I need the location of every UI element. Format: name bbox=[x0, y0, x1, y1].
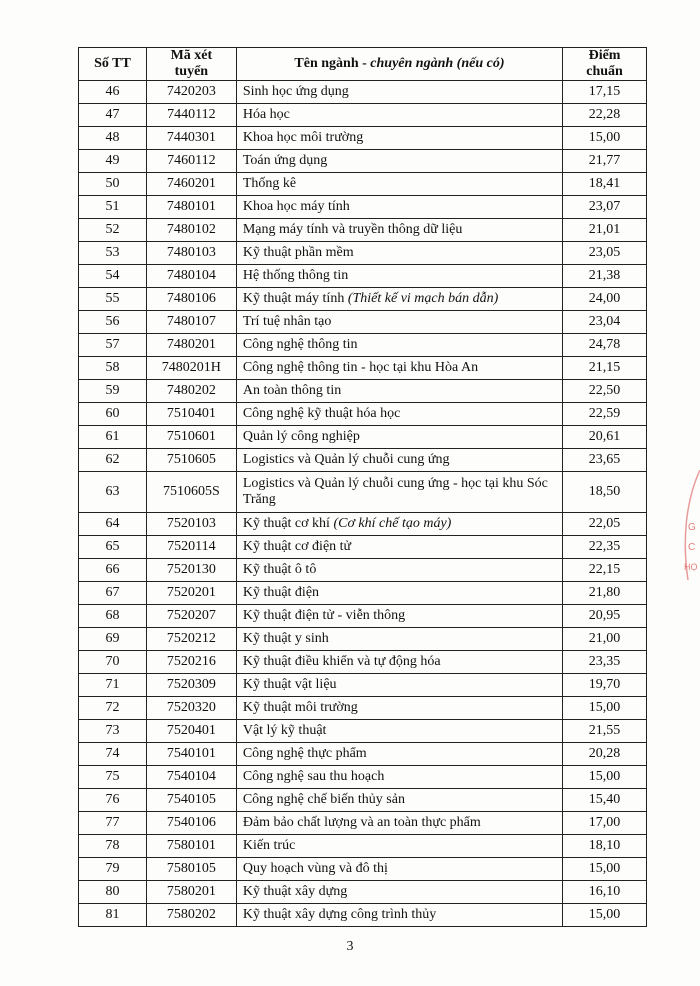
row-major-name bbox=[236, 150, 562, 173]
major-name: Kỹ thuật điều khiển và tự động hóa bbox=[242, 654, 441, 669]
major-name: Hóa học bbox=[242, 107, 290, 122]
row-score: 15,00 bbox=[563, 766, 647, 789]
row-major-name bbox=[236, 835, 562, 858]
row-major-name bbox=[236, 449, 562, 472]
row-stt: 51 bbox=[79, 196, 147, 219]
table-row bbox=[79, 812, 647, 835]
row-stt: 53 bbox=[79, 242, 147, 265]
table-row bbox=[79, 582, 647, 605]
row-score: 24,78 bbox=[563, 334, 647, 357]
major-name: Kỹ thuật y sinh bbox=[242, 631, 329, 646]
row-major-name bbox=[236, 720, 562, 743]
row-stt: 57 bbox=[79, 334, 147, 357]
row-code: 7480103 bbox=[146, 242, 236, 265]
row-major-name bbox=[236, 812, 562, 835]
row-code: 7440112 bbox=[146, 104, 236, 127]
major-name: Logistics và Quản lý chuỗi cung ứng - học tại khu Sóc Trăng bbox=[242, 476, 548, 507]
row-score: 22,59 bbox=[563, 403, 647, 426]
row-score: 21,80 bbox=[563, 582, 647, 605]
header-name-spec: chuyên ngành (nếu có) bbox=[370, 56, 505, 71]
row-code: 7580105 bbox=[146, 858, 236, 881]
major-name: Hệ thống thông tin bbox=[242, 268, 349, 283]
major-name: Quản lý công nghiệp bbox=[242, 429, 360, 444]
table-row bbox=[79, 150, 647, 173]
row-stt: 46 bbox=[79, 81, 147, 104]
major-name: Công nghệ thực phẩm bbox=[242, 746, 367, 761]
row-stt: 77 bbox=[79, 812, 147, 835]
header-name-main: Tên ngành bbox=[294, 56, 359, 71]
row-major-name bbox=[236, 380, 562, 403]
row-score: 19,70 bbox=[563, 674, 647, 697]
row-major-name bbox=[236, 127, 562, 150]
header-code: Mã xét tuyển bbox=[146, 48, 236, 81]
major-name: Kỹ thuật môi trường bbox=[242, 700, 358, 715]
major-name: Quy hoạch vùng và đô thị bbox=[242, 861, 388, 876]
row-score: 22,28 bbox=[563, 104, 647, 127]
row-code: 7540104 bbox=[146, 766, 236, 789]
row-score: 21,55 bbox=[563, 720, 647, 743]
table-row bbox=[79, 403, 647, 426]
row-stt: 78 bbox=[79, 835, 147, 858]
row-code: 7520103 bbox=[146, 513, 236, 536]
row-major-name bbox=[236, 81, 562, 104]
page-number: 3 bbox=[346, 939, 354, 954]
major-name: Đảm bảo chất lượng và an toàn thực phẩm bbox=[242, 815, 481, 830]
table-row bbox=[79, 380, 647, 403]
row-score: 15,40 bbox=[563, 789, 647, 812]
row-code: 7520212 bbox=[146, 628, 236, 651]
row-code: 7440301 bbox=[146, 127, 236, 150]
row-major-name bbox=[236, 789, 562, 812]
table-row bbox=[79, 789, 647, 812]
row-stt: 61 bbox=[79, 426, 147, 449]
table-row bbox=[79, 697, 647, 720]
table-body bbox=[79, 81, 647, 927]
row-major-name bbox=[236, 311, 562, 334]
major-name: Mạng máy tính và truyền thông dữ liệu bbox=[242, 222, 463, 237]
major-name: Vật lý kỹ thuật bbox=[242, 723, 327, 738]
major-name: Công nghệ kỹ thuật hóa học bbox=[242, 406, 401, 421]
row-stt: 48 bbox=[79, 127, 147, 150]
row-code: 7520320 bbox=[146, 697, 236, 720]
table-row bbox=[79, 219, 647, 242]
row-score: 21,38 bbox=[563, 265, 647, 288]
row-stt: 73 bbox=[79, 720, 147, 743]
major-specialization: (Cơ khí chế tạo máy) bbox=[333, 516, 452, 531]
row-stt: 52 bbox=[79, 219, 147, 242]
row-major-name bbox=[236, 513, 562, 536]
row-stt: 60 bbox=[79, 403, 147, 426]
major-name: Thống kê bbox=[242, 176, 297, 191]
row-major-name bbox=[236, 628, 562, 651]
table-row bbox=[79, 513, 647, 536]
table-row bbox=[79, 628, 647, 651]
table-row bbox=[79, 835, 647, 858]
row-major-name bbox=[236, 334, 562, 357]
major-name: Khoa học môi trường bbox=[242, 130, 364, 145]
major-name: Khoa học máy tính bbox=[242, 199, 350, 214]
table-row bbox=[79, 605, 647, 628]
major-name: Kỹ thuật ô tô bbox=[242, 562, 317, 577]
row-code: 7540106 bbox=[146, 812, 236, 835]
row-score: 15,00 bbox=[563, 127, 647, 150]
red-seal-stamp bbox=[680, 470, 700, 610]
header-stt: Số TT bbox=[79, 48, 147, 81]
row-major-name bbox=[236, 472, 562, 513]
table-row bbox=[79, 311, 647, 334]
svg-text:HỌ: HỌ bbox=[684, 562, 698, 572]
table-row bbox=[79, 357, 647, 380]
row-major-name bbox=[236, 559, 562, 582]
table-row bbox=[79, 104, 647, 127]
row-stt: 49 bbox=[79, 150, 147, 173]
table-row bbox=[79, 173, 647, 196]
major-name: Sinh học ứng dụng bbox=[242, 84, 349, 99]
row-stt: 81 bbox=[79, 904, 147, 927]
row-major-name bbox=[236, 674, 562, 697]
major-name: Kỹ thuật cơ điện tử bbox=[242, 539, 352, 554]
row-major-name bbox=[236, 651, 562, 674]
table-row bbox=[79, 651, 647, 674]
row-score: 15,00 bbox=[563, 697, 647, 720]
row-stt: 67 bbox=[79, 582, 147, 605]
major-name: Công nghệ thông tin bbox=[242, 337, 358, 352]
table-row bbox=[79, 334, 647, 357]
table-row bbox=[79, 265, 647, 288]
major-name: Kỹ thuật máy tính bbox=[242, 291, 348, 306]
table-row bbox=[79, 858, 647, 881]
row-score: 20,61 bbox=[563, 426, 647, 449]
row-code: 7520309 bbox=[146, 674, 236, 697]
row-stt: 62 bbox=[79, 449, 147, 472]
row-stt: 55 bbox=[79, 288, 147, 311]
major-name: Kỹ thuật vật liệu bbox=[242, 677, 337, 692]
table-row bbox=[79, 904, 647, 927]
row-stt: 76 bbox=[79, 789, 147, 812]
row-stt: 68 bbox=[79, 605, 147, 628]
major-name: Logistics và Quản lý chuỗi cung ứng bbox=[242, 452, 450, 467]
major-name: Kiến trúc bbox=[242, 838, 296, 853]
row-major-name bbox=[236, 403, 562, 426]
row-code: 7520401 bbox=[146, 720, 236, 743]
row-score: 21,15 bbox=[563, 357, 647, 380]
row-stt: 47 bbox=[79, 104, 147, 127]
major-name: Kỹ thuật điện bbox=[242, 585, 320, 600]
row-major-name bbox=[236, 242, 562, 265]
row-stt: 71 bbox=[79, 674, 147, 697]
row-stt: 74 bbox=[79, 743, 147, 766]
table-row bbox=[79, 559, 647, 582]
row-major-name bbox=[236, 743, 562, 766]
row-score: 15,00 bbox=[563, 858, 647, 881]
row-code: 7480107 bbox=[146, 311, 236, 334]
row-major-name bbox=[236, 766, 562, 789]
row-score: 23,35 bbox=[563, 651, 647, 674]
row-code: 7510601 bbox=[146, 426, 236, 449]
row-score: 18,10 bbox=[563, 835, 647, 858]
row-major-name bbox=[236, 904, 562, 927]
row-stt: 58 bbox=[79, 357, 147, 380]
row-score: 22,05 bbox=[563, 513, 647, 536]
table-row bbox=[79, 288, 647, 311]
row-code: 7510605S bbox=[146, 472, 236, 513]
major-name: Kỹ thuật phần mềm bbox=[242, 245, 354, 260]
table-row bbox=[79, 881, 647, 904]
header-name-sep: - bbox=[358, 56, 371, 71]
table-header-row bbox=[79, 48, 647, 81]
major-name: An toàn thông tin bbox=[242, 383, 342, 398]
row-code: 7540105 bbox=[146, 789, 236, 812]
row-code: 7480101 bbox=[146, 196, 236, 219]
row-code: 7460201 bbox=[146, 173, 236, 196]
row-stt: 65 bbox=[79, 536, 147, 559]
row-major-name bbox=[236, 196, 562, 219]
major-name: Kỹ thuật cơ khí bbox=[242, 516, 334, 531]
row-score: 17,15 bbox=[563, 81, 647, 104]
row-code: 7480106 bbox=[146, 288, 236, 311]
row-score: 23,05 bbox=[563, 242, 647, 265]
row-score: 18,41 bbox=[563, 173, 647, 196]
table-row bbox=[79, 449, 647, 472]
row-code: 7520216 bbox=[146, 651, 236, 674]
table-row bbox=[79, 196, 647, 219]
row-score: 21,01 bbox=[563, 219, 647, 242]
row-score: 17,00 bbox=[563, 812, 647, 835]
row-score: 24,00 bbox=[563, 288, 647, 311]
row-major-name bbox=[236, 173, 562, 196]
row-stt: 70 bbox=[79, 651, 147, 674]
table-row bbox=[79, 766, 647, 789]
row-major-name bbox=[236, 536, 562, 559]
row-stt: 72 bbox=[79, 697, 147, 720]
row-score: 15,00 bbox=[563, 904, 647, 927]
major-name: Công nghệ sau thu hoạch bbox=[242, 769, 385, 784]
row-major-name bbox=[236, 288, 562, 311]
row-code: 7510605 bbox=[146, 449, 236, 472]
row-major-name bbox=[236, 357, 562, 380]
row-stt: 56 bbox=[79, 311, 147, 334]
row-major-name bbox=[236, 104, 562, 127]
row-stt: 59 bbox=[79, 380, 147, 403]
row-score: 22,50 bbox=[563, 380, 647, 403]
row-code: 7460112 bbox=[146, 150, 236, 173]
table-row bbox=[79, 720, 647, 743]
row-stt: 80 bbox=[79, 881, 147, 904]
admission-score-table bbox=[78, 47, 647, 927]
row-code: 7510401 bbox=[146, 403, 236, 426]
major-name: Kỹ thuật điện tử - viễn thông bbox=[242, 608, 406, 623]
row-stt: 66 bbox=[79, 559, 147, 582]
svg-text:G: G bbox=[688, 522, 696, 533]
row-stt: 50 bbox=[79, 173, 147, 196]
row-major-name bbox=[236, 605, 562, 628]
row-stt: 64 bbox=[79, 513, 147, 536]
row-major-name bbox=[236, 219, 562, 242]
row-score: 22,35 bbox=[563, 536, 647, 559]
row-score: 20,28 bbox=[563, 743, 647, 766]
row-code: 7580201 bbox=[146, 881, 236, 904]
row-major-name bbox=[236, 858, 562, 881]
table-row bbox=[79, 743, 647, 766]
major-name: Công nghệ chế biến thủy sản bbox=[242, 792, 405, 807]
header-name bbox=[236, 48, 562, 81]
row-score: 20,95 bbox=[563, 605, 647, 628]
row-code: 7520114 bbox=[146, 536, 236, 559]
row-score: 23,65 bbox=[563, 449, 647, 472]
table-row bbox=[79, 242, 647, 265]
row-score: 18,50 bbox=[563, 472, 647, 513]
major-name: Toán ứng dụng bbox=[242, 153, 328, 168]
row-code: 7480202 bbox=[146, 380, 236, 403]
row-code: 7420203 bbox=[146, 81, 236, 104]
row-stt: 75 bbox=[79, 766, 147, 789]
row-code: 7480201 bbox=[146, 334, 236, 357]
row-stt: 69 bbox=[79, 628, 147, 651]
row-major-name bbox=[236, 697, 562, 720]
table-row bbox=[79, 536, 647, 559]
major-specialization: (Thiết kế vi mạch bán dẫn) bbox=[347, 291, 499, 306]
major-name: Trí tuệ nhân tạo bbox=[242, 314, 332, 329]
row-score: 21,77 bbox=[563, 150, 647, 173]
row-code: 7580101 bbox=[146, 835, 236, 858]
row-score: 23,04 bbox=[563, 311, 647, 334]
table-row bbox=[79, 674, 647, 697]
row-score: 21,00 bbox=[563, 628, 647, 651]
row-major-name bbox=[236, 426, 562, 449]
row-major-name bbox=[236, 881, 562, 904]
row-score: 23,07 bbox=[563, 196, 647, 219]
row-code: 7480102 bbox=[146, 219, 236, 242]
row-code: 7520201 bbox=[146, 582, 236, 605]
row-code: 7520130 bbox=[146, 559, 236, 582]
row-score: 16,10 bbox=[563, 881, 647, 904]
table-row bbox=[79, 426, 647, 449]
row-code: 7580202 bbox=[146, 904, 236, 927]
table-row bbox=[79, 81, 647, 104]
row-stt: 54 bbox=[79, 265, 147, 288]
major-name: Kỹ thuật xây dựng bbox=[242, 884, 348, 899]
row-score: 22,15 bbox=[563, 559, 647, 582]
row-major-name bbox=[236, 582, 562, 605]
row-stt: 63 bbox=[79, 472, 147, 513]
table-row bbox=[79, 472, 647, 513]
row-code: 7540101 bbox=[146, 743, 236, 766]
row-major-name bbox=[236, 265, 562, 288]
row-code: 7480104 bbox=[146, 265, 236, 288]
major-name: Kỹ thuật xây dựng công trình thủy bbox=[242, 907, 437, 922]
row-stt: 79 bbox=[79, 858, 147, 881]
row-code: 7520207 bbox=[146, 605, 236, 628]
table-row bbox=[79, 127, 647, 150]
major-name: Công nghệ thông tin - học tại khu Hòa An bbox=[242, 360, 479, 375]
row-code: 7480201H bbox=[146, 357, 236, 380]
header-score: Điểm chuẩn bbox=[563, 48, 647, 81]
svg-text:C: C bbox=[688, 542, 696, 553]
